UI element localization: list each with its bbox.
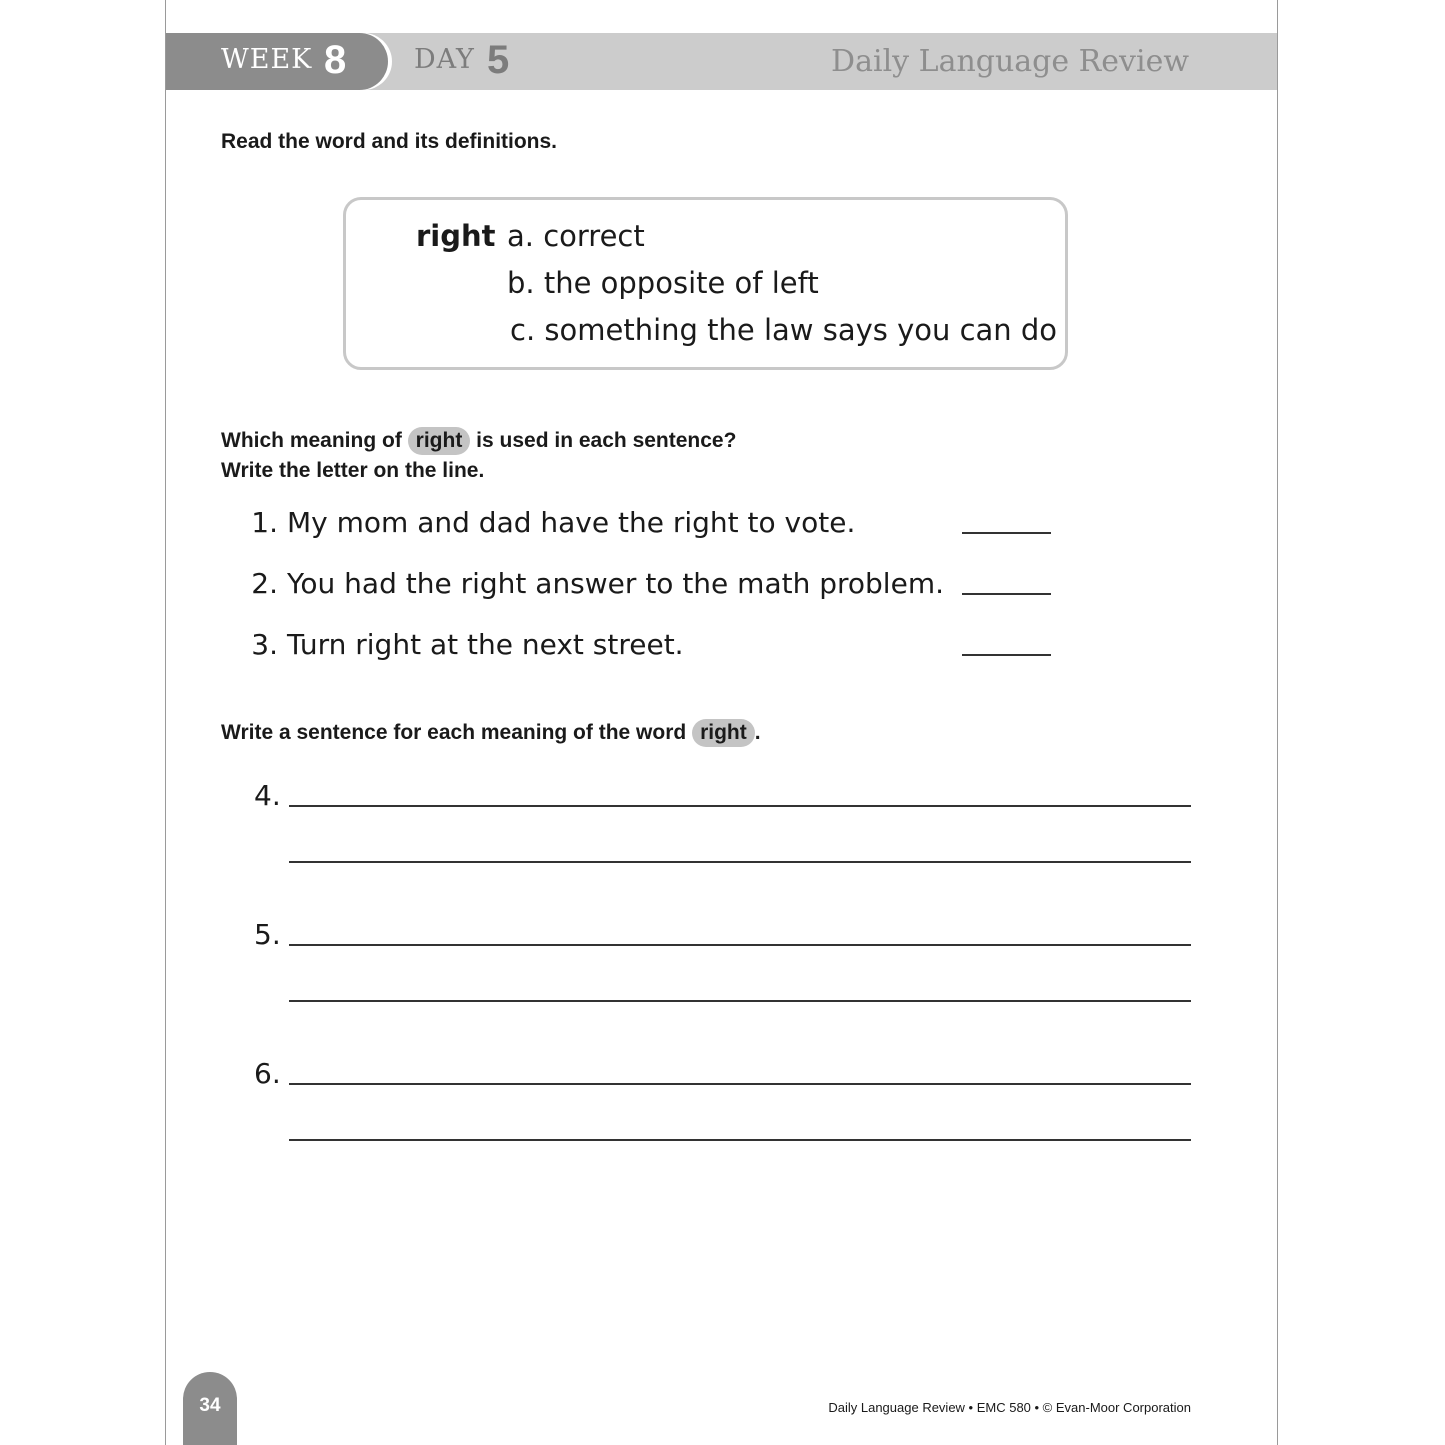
section3-instruction	[221, 718, 761, 748]
worksheet-page	[165, 0, 1278, 1445]
write-line[interactable]	[289, 861, 1191, 863]
sentence-number: 2.	[251, 567, 278, 600]
section3-instruction-before: Write a sentence for each meaning of the word	[221, 721, 687, 744]
series-title: Daily Language Review	[831, 44, 1189, 79]
write-line[interactable]	[289, 944, 1191, 946]
week-number: 8	[324, 38, 347, 82]
sentence-item	[246, 567, 944, 600]
definition-a: a. correct	[507, 219, 645, 253]
write-item-number: 4.	[254, 779, 281, 812]
footer-credit: Daily Language Review • EMC 580 • © Evan-Moor Corporation	[828, 1400, 1191, 1415]
page-number: 34	[199, 1395, 221, 1416]
section2-instruction-line2: Write the letter on the line.	[221, 459, 485, 482]
sentence-number: 1.	[251, 506, 278, 539]
sentence-text: My mom and dad have the right to vote.	[287, 506, 856, 539]
write-item-number: 5.	[254, 918, 281, 951]
sentence-number: 3.	[251, 628, 278, 661]
sentence-text: Turn right at the next street.	[287, 628, 684, 661]
section3-instruction-after: .	[754, 721, 761, 744]
section2-instruction-before: Which meaning of	[221, 429, 402, 452]
write-item-number: 6.	[254, 1057, 281, 1090]
highlight-word-pill: right	[692, 719, 755, 747]
sentence-item	[246, 506, 855, 539]
write-line[interactable]	[289, 1083, 1191, 1085]
sentence-text: You had the right answer to the math problem.	[287, 567, 944, 600]
week-label: WEEK	[221, 44, 313, 75]
day-number: 5	[487, 38, 510, 82]
day-label: DAY	[414, 44, 475, 75]
write-line[interactable]	[289, 1139, 1191, 1141]
section2-instruction	[221, 426, 736, 456]
answer-line-3[interactable]	[962, 654, 1051, 656]
highlight-word-pill: right	[408, 427, 471, 455]
section1-instruction: Read the word and its definitions.	[221, 130, 558, 153]
answer-line-1[interactable]	[962, 532, 1051, 534]
definition-word: right	[416, 219, 496, 253]
sentence-item	[246, 628, 684, 661]
section2-instruction-after: is used in each sentence?	[476, 429, 737, 452]
answer-line-2[interactable]	[962, 593, 1051, 595]
write-line[interactable]	[289, 1000, 1191, 1002]
definition-c: c. something the law says you can do	[510, 313, 1058, 347]
write-line[interactable]	[289, 805, 1191, 807]
definition-b: b. the opposite of left	[507, 266, 819, 300]
